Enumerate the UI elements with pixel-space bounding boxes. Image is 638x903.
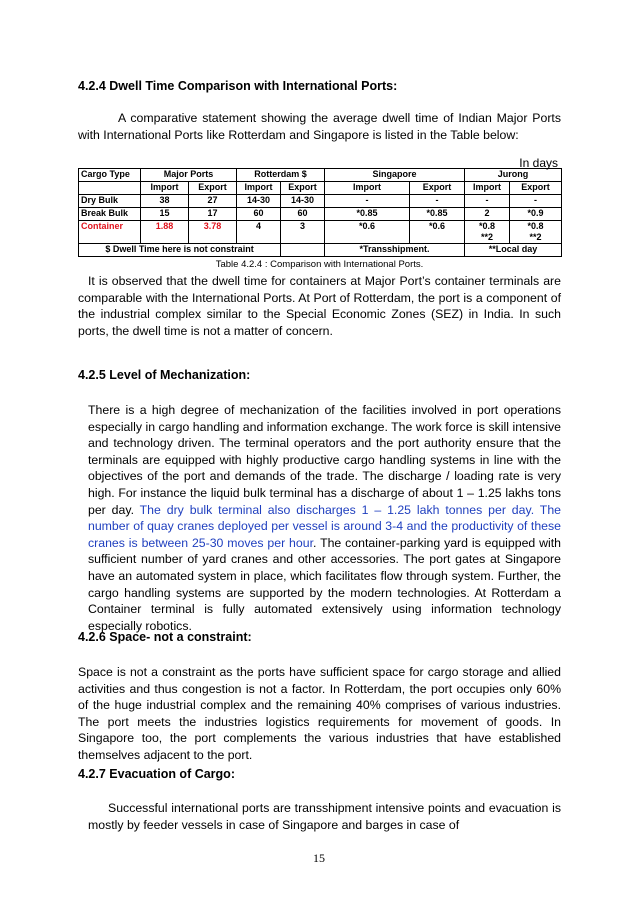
table-cell: Export: [281, 182, 325, 195]
section-4-2-4-paragraph: It is observed that the dwell time for containers at Major Port’s container terminals are comparable with the International Ports. At Port of Rotterdam, the port is a component of the industrial complex similar to the Special Economic Zones (SEZ) in India. In such ports, the dwell time is not a matter of concern.: [78, 274, 561, 338]
table-subheader-row: [79, 182, 562, 195]
header-singapore: Singapore: [325, 169, 465, 182]
table-cell: 14-30: [281, 195, 325, 208]
mechanization-text: There is a high degree of mechanization of the facilities involved in port operations especially in cargo handling and information exchange. The work force is skill intensive and technology driven. The terminal operators and the port authority ensure that the terminals are equipped with highly productive cargo handling systems in line with the objectives of the port and demands of the trade. The discharge / loading rate is very high. For instance the liquid bulk terminal has a discharge of about 1 – 1.25 lakhs tons per day.: [88, 403, 561, 517]
table-cell: Import: [465, 182, 510, 195]
table-cell: -: [465, 195, 510, 208]
row-label: Container: [79, 221, 141, 244]
mechanization-highlight: The dry bulk terminal also discharges 1 – 1.25 lakh tonnes per day. The number of quay cranes deployed per vessel is around 3-4 and the productivity of these cranes is between 25-30 moves per hour: [88, 502, 561, 550]
table-cell: 2: [465, 208, 510, 221]
section-4-2-6-paragraph: Space is not a constraint as the ports have sufficient space for cargo storage and allied activities and thus congestion is not a factor. In Rotterdam, the port occupies only 60% of the huge industrial complex and the remaining 40% comprises of various industries. The port meets the industries logistics requirements for movement of goods. In Singapore too, the port complements the various industries that have established themselves adjacent to the port.: [78, 665, 561, 762]
table-row: [79, 208, 562, 221]
cell-value-local: **2: [481, 232, 494, 242]
dwell-time-table: [78, 168, 562, 257]
table-cell: 27: [189, 195, 237, 208]
table-cell: Import: [325, 182, 410, 195]
table-cell: *0.9: [510, 208, 562, 221]
section-4-2-7-heading: 4.2.7 Evacuation of Cargo:: [78, 767, 235, 781]
footnote-dollar: $ Dwell Time here is not constraint: [79, 244, 281, 257]
row-label: Break Bulk: [79, 208, 141, 221]
table-cell: [510, 221, 562, 244]
mechanization-text-continued: . The container-parking yard is equipped with sufficient number of yard cranes and other accessories. The port gates at Singapore have an automated system in place, which facilitates flow through system. Further, the cargo handling systems are supported by the modern technologies. At Rotterdam a Container terminal is fully automated extensively using information technology especially robotics.: [88, 535, 562, 633]
table-cell: 38: [141, 195, 189, 208]
section-4-2-5-heading: 4.2.5 Level of Mechanization:: [78, 368, 251, 382]
table-cell: 3: [281, 221, 325, 244]
table-cell: 15: [141, 208, 189, 221]
section-4-2-4-intro: A comparative statement showing the average dwell time of Indian Major Ports with International Ports like Rotterdam and Singapore is listed in the Table below:: [78, 111, 561, 142]
section-4-2-5-paragraph: [88, 402, 561, 634]
table-cell: -: [325, 195, 410, 208]
table-cell: 4: [237, 221, 281, 244]
header-rotterdam: Rotterdam $: [237, 169, 325, 182]
footnote-local-day: **Local day: [465, 244, 562, 257]
table-cell: [281, 244, 325, 257]
table-header-row: [79, 169, 562, 182]
header-jurong: Jurong: [465, 169, 562, 182]
table-cell: *0.6: [325, 221, 410, 244]
header-major-ports: Major Ports: [141, 169, 237, 182]
table-cell: -: [410, 195, 465, 208]
section-4-2-7-paragraph: Successful international ports are transshipment intensive points and evacuation is mostly by feeder vessels in case of Singapore and barges in case of: [88, 801, 561, 832]
units-label: In days: [519, 156, 558, 170]
table-row: [79, 221, 562, 244]
table-caption: Table 4.2.4 : Comparison with International Ports.: [215, 259, 424, 270]
table-cell: Export: [410, 182, 465, 195]
table-cell: 3.78: [189, 221, 237, 244]
cell-value: *0.8: [479, 221, 496, 231]
table-cell: -: [510, 195, 562, 208]
table-cell: 60: [281, 208, 325, 221]
row-label: Dry Bulk: [79, 195, 141, 208]
table-cell: [465, 221, 510, 244]
table-footnote-row: [79, 244, 562, 257]
table-cell: *0.85: [325, 208, 410, 221]
footnote-transshipment: *Transshipment.: [325, 244, 465, 257]
cell-value: *0.8: [527, 221, 544, 231]
section-4-2-6-heading: 4.2.6 Space- not a constraint:: [78, 630, 252, 644]
cell-value-local: **2: [529, 232, 542, 242]
table-cell: *0.85: [410, 208, 465, 221]
table-cell: Import: [237, 182, 281, 195]
table-cell: Import: [141, 182, 189, 195]
table-cell: [79, 182, 141, 195]
table-cell: 60: [237, 208, 281, 221]
table-cell: 14-30: [237, 195, 281, 208]
section-4-2-4-heading: 4.2.4 Dwell Time Comparison with International Ports:: [78, 79, 398, 93]
table-row: [79, 195, 562, 208]
table-cell: Export: [510, 182, 562, 195]
page-number: 15: [313, 851, 325, 865]
table-cell: *0.6: [410, 221, 465, 244]
table-cell: 17: [189, 208, 237, 221]
table-cell: Export: [189, 182, 237, 195]
header-cargo-type: Cargo Type: [79, 169, 141, 182]
table-cell: 1.88: [141, 221, 189, 244]
